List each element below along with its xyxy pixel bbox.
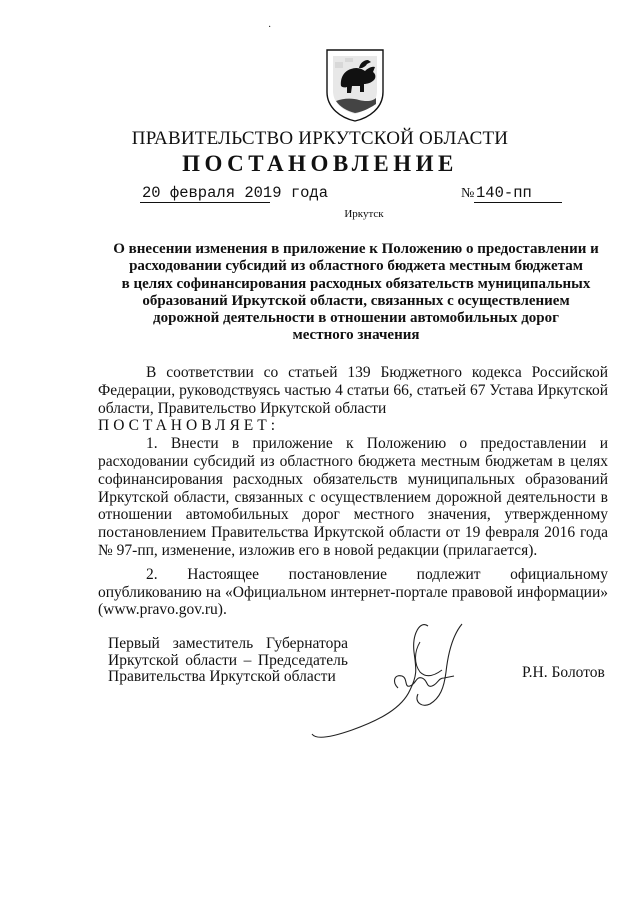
city: Иркутск bbox=[344, 208, 384, 220]
document-number: 140-пп bbox=[476, 184, 532, 202]
title-line: местного значения bbox=[292, 327, 420, 344]
date-underline bbox=[140, 202, 270, 203]
document-title bbox=[96, 241, 616, 345]
position-line: Иркутской области – Председатель bbox=[108, 651, 348, 669]
preamble-paragraph: В соответствии со статьей 139 Бюджетного кодекса Российской Федерации, руководствуясь частью 4 статьи 66, статьей 67 Устава Иркутской области, Правительство Иркутской области bbox=[98, 364, 608, 417]
position-line: Первый заместитель Губернатора bbox=[108, 635, 348, 652]
handwritten-signature bbox=[302, 612, 482, 752]
number-sign: № bbox=[461, 186, 475, 201]
number-underline bbox=[474, 202, 562, 203]
title-line: в целях софинансирования расходных обязательств муниципальных bbox=[121, 275, 591, 292]
clause-2: 2. Настоящее постановление подлежит официальному опубликованию на «Официальном интернет-портале правовой информации» (www.pravo.gov.ru). bbox=[98, 565, 608, 619]
title-line: образований Иркутской области, связанных с осуществлением bbox=[142, 292, 570, 309]
title-line: дорожной деятельности в отношении автомобильных дорог bbox=[153, 310, 559, 327]
document-type: ПОСТАНОВЛЕНИЕ bbox=[182, 151, 458, 176]
document-body bbox=[98, 364, 608, 619]
irkutsk-coat-of-arms-icon bbox=[323, 46, 387, 122]
signatory-name: Р.Н. Болотов bbox=[522, 664, 605, 681]
document-date: 20 февраля 2019 года bbox=[142, 184, 329, 202]
government-name: ПРАВИТЕЛЬСТВО ИРКУТСКОЙ ОБЛАСТИ bbox=[131, 128, 509, 149]
scan-dot: · bbox=[268, 22, 272, 33]
clause-1: 1. Внести в приложение к Положению о предоставлении и расходовании субсидий из областного бюджета местным бюджетам в целях софинансирования расходных обязательств муниципальных образований Иркутской области, связанных с осуществлением дорожной деятельности в отношении автомобильных дорог местного значения, утвержденному постановлением Правительства Иркутской области от 19 февраля 2016 года № 97-пп, изменение, изложив его в новой редакции (прилагается). bbox=[98, 435, 608, 559]
title-line: О внесении изменения в приложение к Положению о предоставлении и bbox=[113, 241, 599, 257]
title-line: расходовании субсидий из областного бюджета местным бюджетам bbox=[129, 258, 583, 275]
position-line: Правительства Иркутской области bbox=[108, 668, 336, 685]
resolves-heading: ПОСТАНОВЛЯЕТ: bbox=[98, 417, 280, 435]
